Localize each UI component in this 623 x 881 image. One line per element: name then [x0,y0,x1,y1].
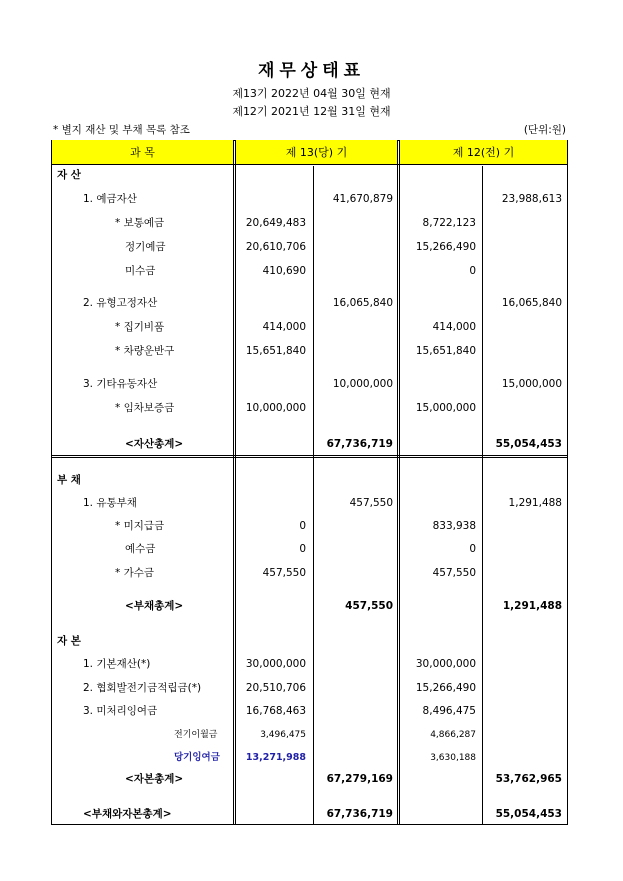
row-label: 당기잉여금 [174,752,220,763]
value-prior-total: 15,000,000 [501,378,562,390]
header-divider [51,164,568,165]
total-label: <자본총계> [125,773,184,785]
value-prior-total: 1,291,488 [508,497,562,509]
value-prior: 8,722,123 [422,217,476,229]
total-current: 67,736,719 [326,438,393,450]
value-prior: 15,266,490 [415,241,476,253]
value-current: 20,649,483 [245,217,306,229]
value-current: 10,000,000 [245,402,306,414]
value-prior: 15,266,490 [415,682,476,694]
value-current: 414,000 [262,321,306,333]
total-current: 457,550 [345,600,393,612]
row-label: 1. 예금자산 [83,193,137,205]
section-divider [51,455,568,458]
value-current: 457,550 [262,567,306,579]
value-current: 30,000,000 [245,658,306,670]
value-prior: 414,000 [432,321,476,333]
page-title: 재무상태표 [257,61,366,81]
grand-total-current: 67,736,719 [326,808,393,820]
period-current: 제13기 2022년 04월 30일 현재 [232,87,391,100]
row-label: 2. 유형고정자산 [83,297,158,309]
section-equity: 자 본 [57,635,81,647]
value-current-total: 10,000,000 [332,378,393,390]
total-prior: 53,762,965 [495,773,562,785]
row-label: 전기이월금 [174,730,218,740]
value-prior: 457,550 [432,567,476,579]
row-label: * 미지급금 [115,520,165,532]
value-prior: 30,000,000 [415,658,476,670]
row-label: 3. 기타유동자산 [83,378,158,390]
row-label: * 차량운반구 [115,345,175,357]
section-liabilities: 부 채 [57,474,81,486]
row-label: * 집기비품 [115,321,165,333]
value-current-total: 41,670,879 [332,193,393,205]
header-account: 과 목 [52,140,233,164]
value-current: 16,768,463 [245,705,306,717]
row-label: 3. 미처리잉여금 [83,705,158,717]
header-prior: 제 12(전) 기 [400,140,567,164]
value-current: 13,271,988 [245,752,306,763]
value-current: 0 [299,543,306,555]
total-current: 67,279,169 [326,773,393,785]
total-prior: 1,291,488 [502,600,562,612]
value-current: 3,496,475 [260,730,306,740]
value-current: 15,651,840 [245,345,306,357]
total-label: <자산총계> [125,438,184,450]
value-prior: 8,496,475 [422,705,476,717]
value-prior: 833,938 [432,520,476,532]
row-label: * 보통예금 [115,217,165,229]
note: * 별지 재산 및 부채 목록 참조 [53,124,190,136]
row-label: 미수금 [125,265,156,277]
grand-total-label: <부채와자본총계> [83,808,172,820]
value-current: 0 [299,520,306,532]
value-current: 410,690 [262,265,306,277]
row-label: 1. 기본재산(*) [83,658,151,670]
row-label: 1. 유통부채 [83,497,137,509]
grand-total-prior: 55,054,453 [495,808,562,820]
value-prior-total: 16,065,840 [501,297,562,309]
value-prior: 3,630,188 [430,753,476,763]
value-current: 20,610,706 [245,241,306,253]
value-current: 20,510,706 [245,682,306,694]
row-label: * 임차보증금 [115,402,175,414]
value-prior: 0 [469,265,476,277]
value-current-total: 16,065,840 [332,297,393,309]
total-label: <부채총계> [125,600,184,612]
value-prior: 15,000,000 [415,402,476,414]
row-label: 정기예금 [125,241,166,253]
section-assets: 자 산 [57,169,81,181]
row-label: 2. 협회발전기금적립금(*) [83,682,202,694]
value-prior: 0 [469,543,476,555]
unit-label: (단위:원) [523,124,566,136]
value-current-total: 457,550 [349,497,393,509]
value-prior: 4,866,287 [430,730,476,740]
row-label: 예수금 [125,543,156,555]
total-prior: 55,054,453 [495,438,562,450]
value-prior: 15,651,840 [415,345,476,357]
row-label: * 가수금 [115,567,155,579]
header-current: 제 13(당) 기 [236,140,397,164]
period-prior: 제12기 2021년 12월 31일 현재 [232,105,391,118]
value-prior-total: 23,988,613 [501,193,562,205]
